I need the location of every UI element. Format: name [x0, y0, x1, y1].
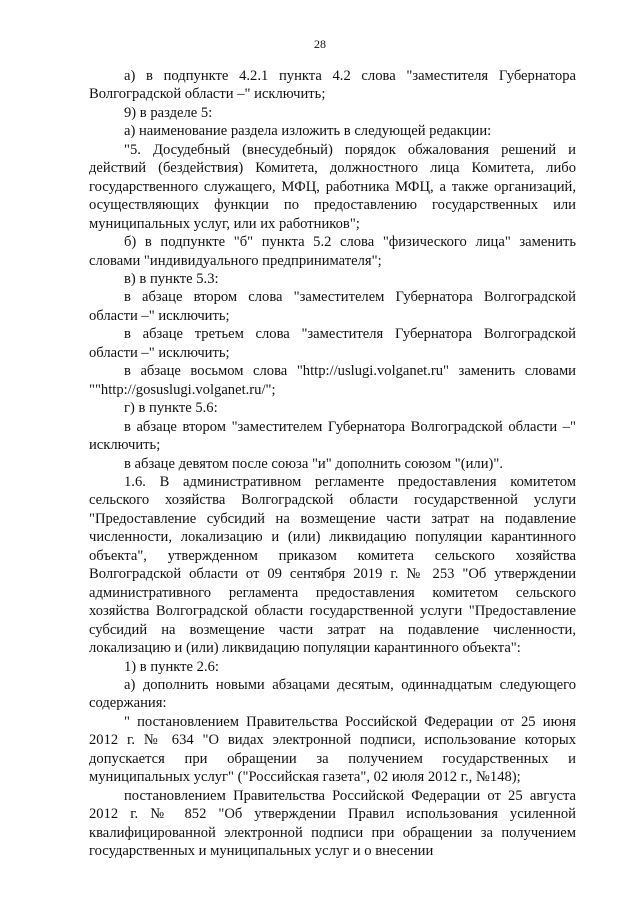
paragraph: б) в подпункте "б" пункта 5.2 слова "физического лица" заменить словами "индивидуального предпринимателя"; [89, 234, 576, 269]
document-body [89, 67, 576, 860]
page-number: 28 [314, 37, 326, 51]
paragraph: в абзаце втором слова "заместителем Губернатора Волгоградской области –" исключить; [89, 289, 576, 324]
paragraph: "5. Досудебный (внесудебный) порядок обжалования решений и действий (бездействия) Комитета, должностного лица Комитета, либо государственного служащего, МФЦ, работника МФЦ, а также организаций, осуществляющих функции по предоставлению государственных или муниципальных услуг, или их работников"; [89, 141, 576, 232]
paragraph: в абзаце восьмом слова "http://uslugi.volganet.ru" заменить словами ""http://gosuslugi.volganet.ru/"; [89, 363, 576, 398]
paragraph: в абзаце девятом после союза "и" дополнить союзом "(или)". [124, 455, 503, 472]
paragraph: 9) в разделе 5: [124, 104, 213, 121]
paragraph: в абзаце третьем слова "заместителя Губернатора Волгоградской области –" исключить; [89, 326, 576, 361]
paragraph: " постановлением Правительства Российской Федерации от 25 июня 2012 г. № 634 "О видах электронной подписи, использование которых допускается при обращении за получением государственных и муниципальных услуг" ("Российская газета", 02 июля 2012 г., №148); [89, 713, 576, 786]
paragraph: а) наименование раздела изложить в следующей редакции: [124, 123, 492, 140]
paragraph: в абзаце втором "заместителем Губернатора Волгоградской области –" исключить; [89, 418, 576, 454]
paragraph: 1.6. В административном регламенте предоставления комитетом сельского хозяйства Волгоградской области государственной услуги "Предоставление субсидий на возмещение части затрат на подавление численности, локализацию и (или) ликвидацию популяции карантинного объекта", утвержденном приказом комитета сельского хозяйства Волгоградской области от 09 сентября 2019 г. № 253 "Об утверждении административного регламента предоставления комитетом сельского хозяйства Волгоградской области государственной услуги "Предоставление субсидий на возмещение части затрат на подавление численности, локализацию и (или) ликвидацию популяции карантинного объекта": [89, 473, 576, 657]
paragraph: а) в подпункте 4.2.1 пункта 4.2 слова "заместителя Губернатора Волгоградской области –" исключить; [89, 68, 576, 103]
paragraph: в) в пункте 5.3: [124, 270, 219, 287]
paragraph: а) дополнить новыми абзацами десятым, одиннадцатым следующего содержания: [89, 676, 576, 712]
paragraph: постановлением Правительства Российской Федерации от 25 августа 2012 г. № 852 "Об утверждении Правил использования усиленной квалифицированной электронной подписи при обращении за получением государственных и муниципальных услуг и о внесении [89, 787, 576, 860]
paragraph: г) в пункте 5.6: [124, 400, 218, 417]
paragraph: 1) в пункте 2.6: [124, 658, 219, 675]
